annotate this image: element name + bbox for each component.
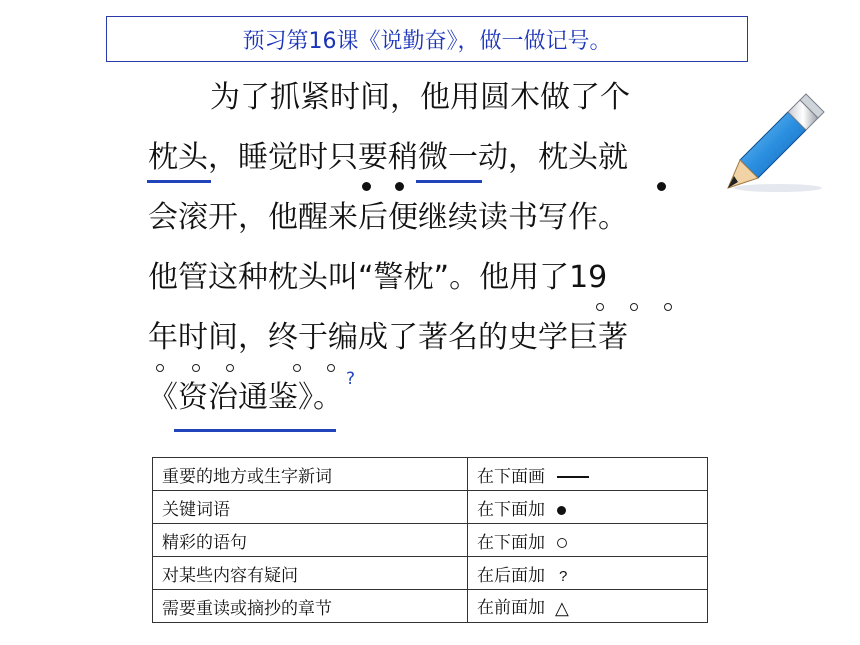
dot-symbol bbox=[557, 506, 566, 515]
lesson-title-box bbox=[106, 16, 748, 62]
passage-line-1: 为了抓紧时间，他用圆木做了个 bbox=[210, 80, 630, 115]
legend-method: 在下面画 bbox=[468, 458, 708, 491]
circle-mark bbox=[327, 364, 335, 372]
passage-line-2: 枕头，睡觉时只要稍微一动，枕头就 bbox=[148, 140, 628, 175]
table-row bbox=[153, 491, 708, 524]
table-row bbox=[153, 458, 708, 491]
circle-mark bbox=[596, 303, 604, 311]
table-row bbox=[153, 590, 708, 623]
lesson-title: 预习第16课《说勤奋》，做一做记号。 bbox=[242, 28, 612, 54]
underline-mark-zhentou bbox=[147, 180, 211, 183]
legend-item: 精彩的语句 bbox=[153, 524, 468, 557]
circle-mark bbox=[630, 303, 638, 311]
legend-method: 在下面加 bbox=[468, 491, 708, 524]
circle-mark bbox=[156, 364, 164, 372]
pencil-icon bbox=[720, 78, 830, 202]
legend-method: 在前面加 △ bbox=[468, 590, 708, 623]
circle-mark bbox=[293, 364, 301, 372]
passage-line-5: 年时间，终于编成了著名的史学巨著 bbox=[148, 320, 628, 355]
legend-method: 在后面加 ? bbox=[468, 557, 708, 590]
circle-symbol bbox=[557, 538, 567, 548]
legend-item: 对某些内容有疑问 bbox=[153, 557, 468, 590]
circle-mark bbox=[664, 303, 672, 311]
triangle-symbol: △ bbox=[555, 598, 569, 618]
circle-mark bbox=[192, 364, 200, 372]
passage-line-6: 《资治通鉴》。 bbox=[148, 380, 343, 415]
question-mark: ? bbox=[346, 369, 356, 389]
underline-mark-shaowei bbox=[416, 180, 482, 183]
legend-item: 重要的地方或生字新词 bbox=[153, 458, 468, 491]
dot-mark-jiu bbox=[657, 182, 666, 191]
question-symbol: ? bbox=[559, 567, 568, 585]
table-row bbox=[153, 557, 708, 590]
dot-mark-yao bbox=[395, 182, 404, 191]
underline-symbol bbox=[557, 476, 589, 478]
circle-mark bbox=[226, 364, 234, 372]
marking-legend-table bbox=[152, 457, 708, 623]
passage-line-3: 会滚开，他醒来后便继续读书写作。 bbox=[148, 200, 628, 235]
underline-mark-zizhitongjian bbox=[174, 429, 336, 432]
passage-line-4: 他管这种枕头叫“警枕”。他用了19 bbox=[148, 260, 608, 295]
legend-method: 在下面加 bbox=[468, 524, 708, 557]
dot-mark-zhi bbox=[362, 182, 371, 191]
table-row bbox=[153, 524, 708, 557]
legend-item: 关键词语 bbox=[153, 491, 468, 524]
legend-item: 需要重读或摘抄的章节 bbox=[153, 590, 468, 623]
